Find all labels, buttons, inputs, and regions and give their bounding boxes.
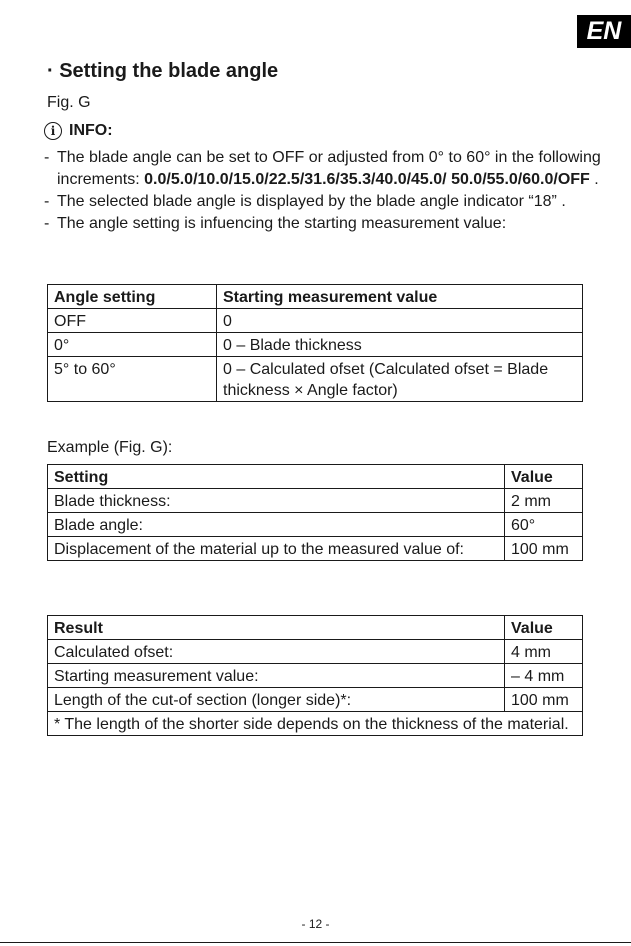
table-cell: OFF — [48, 309, 217, 333]
table-cell: – 4 mm — [505, 664, 583, 688]
language-badge: EN — [577, 15, 631, 48]
footnote: * The length of the shorter side depends on the thickness of the material. — [48, 712, 583, 736]
page-number: - 12 - — [301, 917, 330, 931]
table-row — [48, 333, 583, 357]
angle-setting-table — [47, 284, 583, 402]
table-row — [48, 640, 583, 664]
bullet-indicator-text: The selected blade angle is displayed by the blade angle indicator “18” . — [57, 193, 566, 210]
table-cell: 0 – Calculated ofset (Calculated ofset = Blade thickness × Angle factor) — [217, 357, 583, 402]
table-cell: 100 mm — [505, 537, 583, 561]
info-label: INFO: — [69, 122, 113, 139]
figure-reference: Fig. G — [47, 94, 91, 111]
example-setting-table — [47, 464, 583, 561]
footnote-row — [48, 712, 583, 736]
table-cell: 5° to 60° — [48, 357, 217, 402]
table-cell: 0 — [217, 309, 583, 333]
column-header: Value — [505, 465, 583, 489]
bullet-increments: - The blade angle can be set to OFF or adjusted from 0° to 60° in the following increments: 0.0/5.0/10.0/15.0/22.5/31.6/35.3/40.0/45.0/ 50.0/55.0/60.0/OFF . — [44, 149, 601, 188]
table-row — [48, 309, 583, 333]
table-cell: 4 mm — [505, 640, 583, 664]
table-row — [48, 489, 583, 513]
increments-values: 0.0/5.0/10.0/15.0/22.5/31.6/35.3/40.0/45.0/ 50.0/55.0/60.0/OFF — [144, 171, 590, 188]
table-cell: 100 mm — [505, 688, 583, 712]
table-row — [48, 664, 583, 688]
bullet-increments-text: The blade angle can be set to OFF or adjusted from 0° to 60° in the following increments: — [57, 149, 601, 188]
bullet-influence-text: The angle setting is infuencing the starting measurement value: — [57, 215, 507, 232]
column-header: Setting — [48, 465, 505, 489]
column-header: Starting measurement value — [217, 285, 583, 309]
table-cell: 0° — [48, 333, 217, 357]
table-cell: Blade angle: — [48, 513, 505, 537]
table-cell: 60° — [505, 513, 583, 537]
table-header-row — [48, 285, 583, 309]
bullet-indicator: - The selected blade angle is displayed by the blade angle indicator “18” . — [44, 193, 566, 210]
table-cell: 2 mm — [505, 489, 583, 513]
table-cell: Starting measurement value: — [48, 664, 505, 688]
table-cell: Length of the cut-of section (longer side)*: — [48, 688, 505, 712]
table-row — [48, 688, 583, 712]
column-header: Result — [48, 616, 505, 640]
bullet-influence: - The angle setting is infuencing the starting measurement value: — [44, 215, 507, 232]
info-icon: i — [44, 122, 62, 140]
table-cell: Calculated ofset: — [48, 640, 505, 664]
column-header: Value — [505, 616, 583, 640]
section-title: · Setting the blade angle — [47, 60, 279, 82]
table-row — [48, 357, 583, 402]
example-label: Example (Fig. G): — [47, 439, 173, 456]
table-cell: Blade thickness: — [48, 489, 505, 513]
info-heading — [44, 122, 113, 140]
table-cell: 0 – Blade thickness — [217, 333, 583, 357]
table-header-row — [48, 465, 583, 489]
info-bullets — [44, 147, 604, 235]
table-row — [48, 537, 583, 561]
column-header: Angle setting — [48, 285, 217, 309]
bullet-increments-end: . — [589, 171, 599, 188]
table-row — [48, 513, 583, 537]
bottom-rule — [0, 942, 631, 943]
table-header-row — [48, 616, 583, 640]
example-result-table — [47, 615, 583, 736]
table-cell: Displacement of the material up to the measured value of: — [48, 537, 505, 561]
